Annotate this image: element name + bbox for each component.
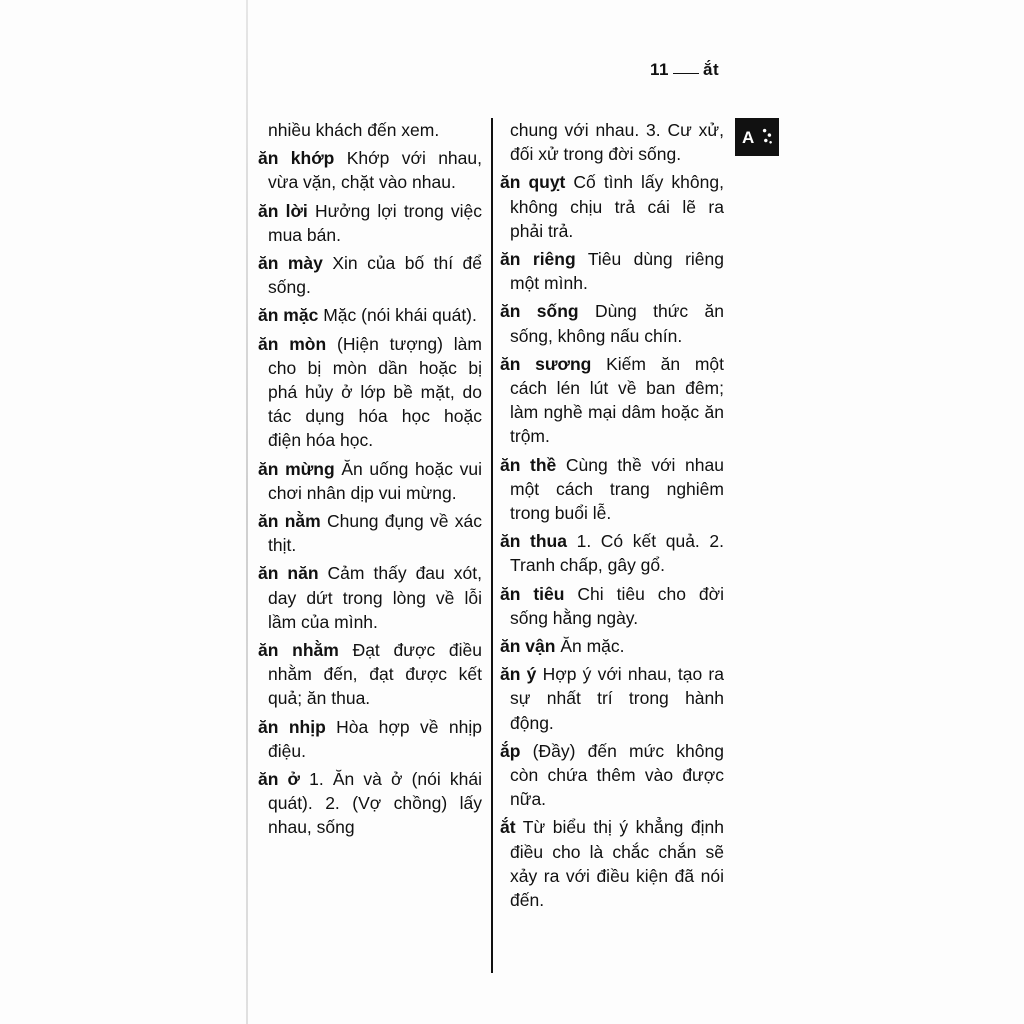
dictionary-entry — [500, 634, 724, 658]
entry-headword: ăn quỵt — [500, 172, 566, 193]
entry-definition: 1. Ăn và ở (nói khái quát). 2. (Vợ chồng) lấy nhau, sống — [268, 769, 482, 838]
entry-headword: ăn nằm — [258, 511, 321, 532]
entry-definition: Chi tiêu cho đời sống hằng ngày. — [510, 583, 724, 628]
dictionary-entry — [258, 509, 482, 557]
entry-headword: ăn mừng — [258, 458, 335, 479]
entry-definition: Đạt được điều nhằm đến, đạt được kết quả; ăn thua. — [268, 640, 482, 709]
dictionary-entry — [500, 299, 724, 347]
page-header — [650, 60, 719, 80]
entry-list — [258, 146, 482, 839]
thumb-tab-letter: A — [742, 128, 755, 147]
entry-headword: ăn lời — [258, 200, 308, 221]
dictionary-entry — [258, 457, 482, 505]
entry-definition: Xin của bố thí để sống. — [268, 253, 482, 298]
dictionary-entry — [258, 199, 482, 247]
entry-definition: Cảm thấy đau xót, day dứt trong lòng về lỗi lầm của mình. — [268, 563, 482, 632]
entry-headword: ăn ý — [500, 664, 537, 685]
dictionary-entry — [258, 146, 482, 194]
entry-definition: Từ biểu thị ý khẳng định điều cho là chắc chắn sẽ xảy ra với điều kiện đã nói đến. — [510, 817, 724, 911]
entry-headword: ăn thề — [500, 454, 557, 475]
thumb-index-tab — [735, 118, 779, 156]
entry-definition: Chung đụng về xác thịt. — [268, 511, 482, 556]
dictionary-entry — [258, 638, 482, 711]
entry-headword: ăn thua — [500, 531, 567, 552]
entry-headword: ăn khớp — [258, 148, 335, 169]
entry-headword: ắt — [500, 817, 516, 838]
entry-definition: Hợp ý với nhau, tạo ra sự nhất trí trong hành động. — [510, 664, 724, 733]
entry-definition: Mặc (nói khái quát). — [323, 305, 477, 326]
entry-definition: Cùng thề với nhau một cách trang nghiêm trong buổi lễ. — [510, 454, 724, 524]
entry-list — [500, 170, 724, 912]
dictionary-entry — [258, 767, 482, 840]
entry-headword: ăn mặc — [258, 305, 319, 326]
dictionary-entry — [500, 352, 724, 449]
column-divider — [491, 118, 493, 973]
entry-definition: 1. Có kết quả. 2. Tranh chấp, gây gổ. — [510, 531, 724, 576]
entry-headword: ăn tiêu — [500, 583, 565, 604]
dictionary-entry — [500, 582, 724, 630]
entry-definition: Tiêu dùng riêng một mình. — [510, 249, 724, 294]
entry-headword: ăn mày — [258, 253, 323, 274]
entry-definition: (Đầy) đến mức không còn chứa thêm vào được nữa. — [510, 740, 724, 810]
entry-definition: Kiếm ăn một cách lén lút về ban đêm; làm nghề mại dâm hoặc ăn trộm. — [510, 353, 724, 447]
entry-definition: Ăn uống hoặc vui chơi nhân dịp vui mừng. — [268, 458, 482, 503]
entry-headword: ăn vận — [500, 636, 556, 657]
header-dash — [673, 73, 699, 74]
dictionary-entry — [500, 529, 724, 577]
dictionary-entry — [500, 662, 724, 735]
entry-definition: Hưởng lợi trong việc mua bán. — [268, 200, 482, 245]
entry-headword: ăn riêng — [500, 249, 576, 270]
tab-speckle — [761, 127, 773, 145]
dictionary-entry — [258, 251, 482, 299]
entry-headword: ăn sống — [500, 301, 579, 322]
left-column — [258, 118, 482, 844]
dictionary-entry — [258, 715, 482, 763]
dictionary-entry — [500, 170, 724, 243]
dictionary-entry — [258, 332, 482, 453]
entry-headword: ăn sương — [500, 353, 592, 374]
continuation-text: nhiều khách đến xem. — [268, 120, 440, 140]
entry-definition: (Hiện tượng) làm cho bị mòn dần hoặc bị phá hủy ở lớp bề mặt, do tác dụng hóa học hoặc điện hóa học. — [268, 333, 482, 451]
dictionary-entry — [500, 247, 724, 295]
dictionary-entry — [258, 303, 482, 327]
entry-headword: ăn nhịp — [258, 716, 326, 737]
entry-headword: ăn năn — [258, 563, 319, 584]
entry-headword: ắp — [500, 740, 521, 761]
dictionary-entry — [258, 561, 482, 634]
entry-definition: Cố tình lấy không, không chịu trả cái lẽ ra phải trả. — [510, 172, 724, 241]
entry-definition: Dùng thức ăn sống, không nấu chín. — [510, 301, 724, 346]
page-number: 11 — [650, 60, 669, 79]
dictionary-entry — [500, 453, 724, 526]
dictionary-entry — [500, 815, 724, 912]
page-edge-shadow — [246, 0, 248, 1024]
entry-definition: Ăn mặc. — [560, 636, 625, 657]
entry-definition: Hòa hợp về nhịp điệu. — [268, 716, 482, 761]
entry-headword: ăn ở — [258, 769, 300, 790]
entry-headword: ăn nhằm — [258, 640, 339, 661]
entry-definition: Khớp với nhau, vừa vặn, chặt vào nhau. — [268, 148, 482, 193]
entry-headword: ăn mòn — [258, 333, 327, 354]
continuation-text: chung với nhau. 3. Cư xử, đối xử trong đời sống. — [510, 120, 724, 165]
right-column — [500, 118, 724, 916]
guide-word: ắt — [702, 60, 720, 79]
dictionary-entry — [500, 739, 724, 812]
